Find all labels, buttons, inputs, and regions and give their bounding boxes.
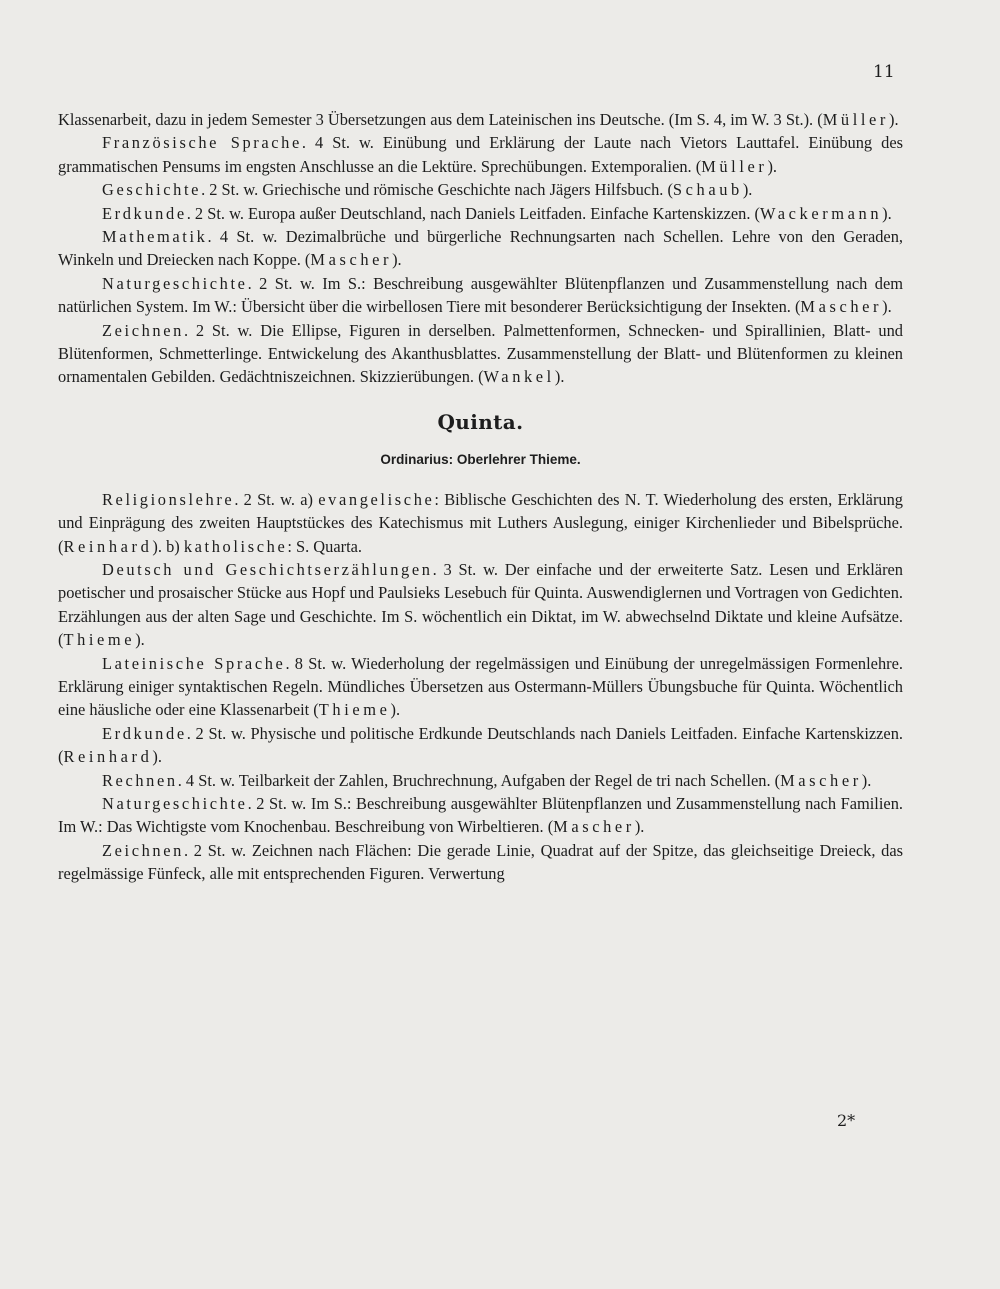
signature-mark: 2* xyxy=(837,1111,856,1130)
page-number: 11 xyxy=(873,62,895,82)
ordinarius-line: Ordinarius: Oberlehrer Thieme. xyxy=(380,452,581,468)
teacher-name: Müller xyxy=(701,156,768,176)
teacher-name: Müller xyxy=(822,110,889,129)
continuation-paragraph: Klassenarbeit, dazu in jedem Semester 3 Übersetzungen aus dem Lateinischen ins Deutsche. (Im S. 4, im W. 3 St.). (Müller). xyxy=(58,110,899,129)
teacher-name: Mascher xyxy=(310,250,393,270)
teacher-name: Thieme xyxy=(318,700,391,720)
body-text xyxy=(58,108,903,886)
subject-name: Lateinische Sprache xyxy=(102,653,286,673)
subject-paragraph: Geschichte. 2 St. w. Griechische und römische Geschichte nach Jägers Hilfsbuch. (Schaub). xyxy=(102,180,753,200)
subject-name: Naturgeschichte xyxy=(102,273,248,293)
subject-name: Religionslehre xyxy=(102,489,235,509)
teacher-name: Mascher xyxy=(780,770,862,790)
subject-name: Naturgeschichte xyxy=(102,793,248,813)
subject-name: Deutsch und Geschichtserzählungen xyxy=(102,559,433,579)
subject-name: Zeichnen xyxy=(102,840,184,860)
subject-name: Zeichnen xyxy=(102,320,184,340)
teacher-name: Wankel xyxy=(483,367,555,387)
denomination-label: evangelische xyxy=(318,489,435,509)
teacher-name: Reinhard xyxy=(63,536,153,556)
subject-name: Französische Sprache xyxy=(102,133,302,153)
teacher-name: Mascher xyxy=(800,297,883,317)
denomination-label: katholische xyxy=(183,536,288,556)
subject-paragraph-religion: Religionslehre. 2 St. w. a) evangelische: Biblische Geschichten des N. T. Wiederholung des ersten, Erklärung und Einprägung des zweiten Hauptstückes des Katechismus mit Luthers Auslegung, einiger Kirchenlieder und Bibelsprüche. (Reinhard). b) katholische: S. Quarta. xyxy=(58,489,903,556)
teacher-name: Reinhard xyxy=(63,747,153,767)
subject-paragraph: Zeichnen. 2 St. w. Zeichnen nach Flächen: Die gerade Linie, Quadrat auf der Spitze, das gleichseitige Dreieck, das regelmässige Fünfeck, alle mit entsprechenden Figuren. Verwertung xyxy=(58,840,903,884)
subject-paragraph: Mathematik. 4 St. w. Dezimalbrüche und bürgerliche Rechnungsarten nach Schellen. Lehre von den Geraden, Winkeln und Dreiecken nach Koppe. (Mascher). xyxy=(58,227,903,270)
subject-name: Erdkunde xyxy=(102,203,187,223)
subject-paragraph: Lateinische Sprache. 8 St. w. Wiederholung der regelmässigen und Einübung der unregelmässigen Formenlehre. Erklärung einiger syntaktischen Regeln. Mündliches Übersetzen aus Ostermann-Müllers Übungsbuche für Quinta. Wöchentlich eine häusliche oder eine Klassenarbeit (Thieme). xyxy=(58,653,903,720)
subject-name: Mathematik xyxy=(102,227,208,247)
subject-paragraph: Rechnen. 4 St. w. Teilbarkeit der Zahlen, Bruchrechnung, Aufgaben der Regel de tri nach Schellen. (Mascher). xyxy=(102,770,872,790)
subject-paragraph: Deutsch und Geschichtserzählungen. 3 St. w. Der einfache und der erweiterte Satz. Lesen und Erklären poetischer und prosaischer Stücke aus Hopf und Paulsieks Lesebuch für Quinta. Auswendiglernen und Vortragen von Gedichten. Erzählungen aus der alten Sage und Geschichte. Im S. wöchentlich ein Diktat, im W. abwechselnd Diktate und kleine Aufsätze. (Thieme). xyxy=(58,559,903,650)
teacher-name: Thieme xyxy=(63,630,136,650)
subject-paragraph: Naturgeschichte. 2 St. w. Im S.: Beschreibung ausgewählter Blütenpflanzen und Zusammenstellung nach dem natürlichen System. Im W.: Übersicht über die wirbellosen Tiere mit besonderer Berücksichtigung der Insekten. (Mascher). xyxy=(58,273,903,317)
subject-paragraph: Zeichnen. 2 St. w. Die Ellipse, Figuren in derselben. Palmettenformen, Schnecken- und Spirallinien, Blatt- und Blütenformen, Schmetterlinge. Entwickelung des Akanthusblattes. Zusammenstellung der Blatt- und Blütenformen zu kleinen ornamentalen Gebilden. Gedächtniszeichnen. Skizzierübungen. (Wankel). xyxy=(58,320,903,387)
teacher-name: Wackermann xyxy=(760,203,883,223)
subject-paragraph: Erdkunde. 2 St. w. Europa außer Deutschland, nach Daniels Leitfaden. Einfache Kartenskizzen. (Wackermann). xyxy=(102,203,892,223)
subject-name: Geschichte xyxy=(102,180,202,200)
subject-name: Rechnen xyxy=(102,770,178,790)
subject-paragraph: Naturgeschichte. 2 St. w. Im S.: Beschreibung ausgewählter Blütenpflanzen und Zusammenstellung nach Familien. Im W.: Das Wichtigste vom Knochenbau. Beschreibung von Wirbeltieren. (Mascher). xyxy=(58,793,903,837)
section-title: Quinta. xyxy=(437,409,524,434)
subject-name: Erdkunde xyxy=(102,723,187,743)
teacher-name: Mascher xyxy=(553,817,635,837)
subject-paragraph: Erdkunde. 2 St. w. Physische und politische Erdkunde Deutschlands nach Daniels Leitfaden. Einfache Kartenskizzen. (Reinhard). xyxy=(58,723,903,767)
teacher-name: Schaub xyxy=(672,180,743,200)
subject-paragraph: Französische Sprache. 4 St. w. Einübung und Erklärung der Laute nach Vietors Lauttafel. Einübung des grammatischen Pensums im engsten Anschlusse an die Lektüre. Sprechübungen. Extemporalien. (Müller). xyxy=(58,133,903,176)
